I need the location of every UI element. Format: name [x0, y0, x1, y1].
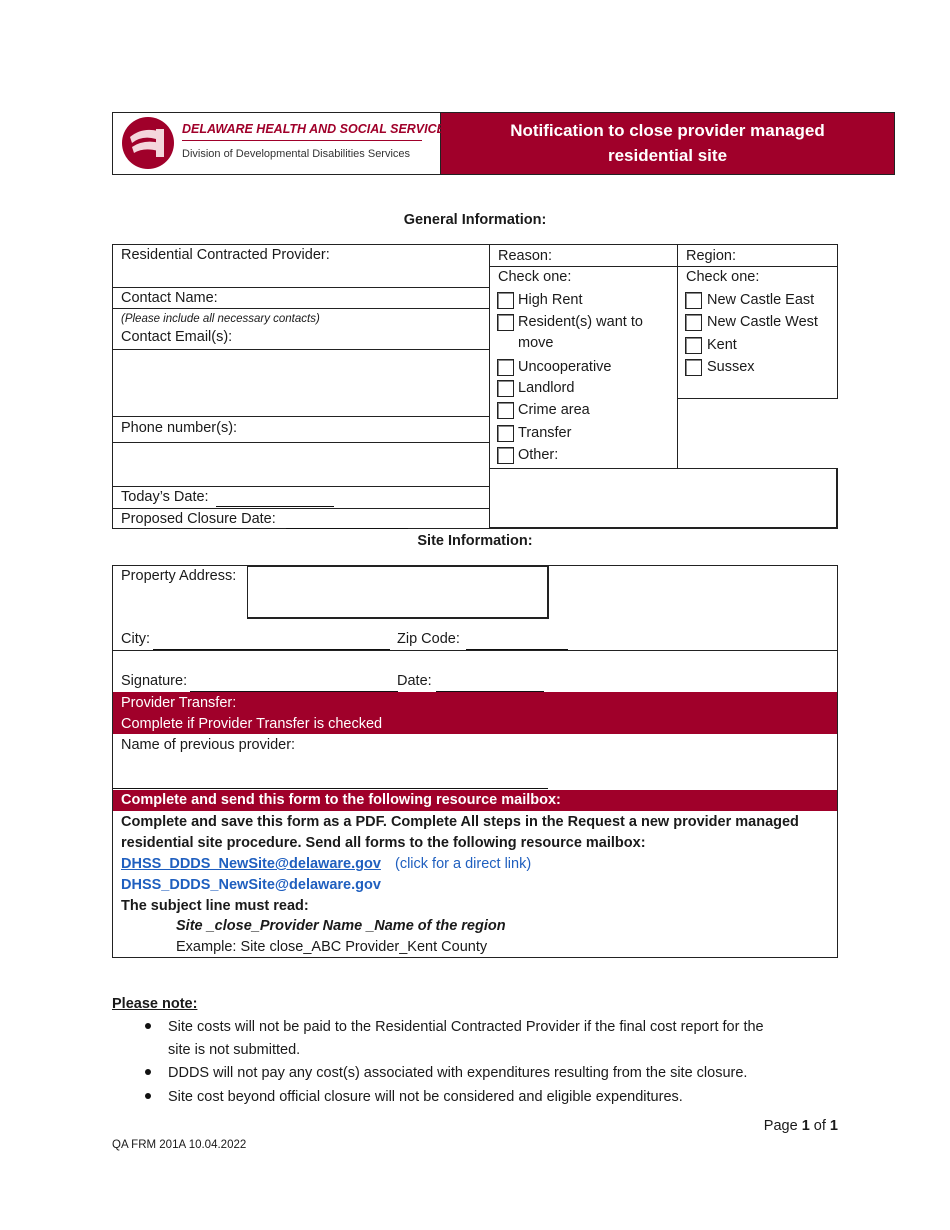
checkbox-sussex[interactable] — [685, 359, 702, 376]
checkbox-kent[interactable] — [685, 337, 702, 354]
reason-label: Reason: — [498, 248, 553, 264]
checkbox-uncooperative[interactable] — [497, 359, 514, 376]
region-kent: Kent — [707, 337, 737, 353]
reason-uncooperative: Uncooperative — [518, 359, 612, 375]
note-item-1: Site costs will not be paid to the Residential Contracted Provider if the final cost report for the — [168, 1019, 764, 1035]
previous-provider-input[interactable] — [113, 788, 548, 789]
form-title — [441, 118, 894, 168]
provider-transfer-title: Provider Transfer: — [121, 695, 237, 711]
reason-crime-area: Crime area — [518, 402, 590, 418]
reason-check-label: Check one: — [498, 269, 572, 285]
bullet-icon — [145, 1023, 151, 1029]
notes-heading: Please note: — [112, 996, 198, 1012]
org-name: DELAWARE HEALTH AND SOCIAL SERVICES — [182, 122, 454, 136]
subject-example: Example: Site close_ABC Provider_Kent County — [176, 939, 488, 955]
row-divider — [677, 266, 838, 267]
contact-email-label: Contact Email(s): — [121, 329, 233, 345]
reason-resident-move-cont: move — [518, 335, 554, 351]
city-label: City: — [121, 631, 150, 647]
row-divider — [112, 287, 490, 288]
page-prefix: Page — [763, 1118, 802, 1134]
form-title-line2: residential site — [607, 146, 728, 165]
reason-other: Other: — [518, 447, 559, 463]
row-divider — [489, 266, 678, 267]
region-new-castle-west: New Castle West — [707, 314, 818, 330]
region-check-label: Check one: — [686, 269, 760, 285]
phone-label: Phone number(s): — [121, 420, 238, 436]
todays-date-label: Today’s Date: — [121, 489, 209, 505]
checkbox-resident-move[interactable] — [497, 314, 514, 331]
bullet-icon — [145, 1093, 151, 1099]
previous-provider-label: Name of previous provider: — [121, 737, 296, 753]
region-new-castle-east: New Castle East — [707, 292, 815, 308]
closure-date-label: Proposed Closure Date: — [121, 511, 276, 527]
date-label: Date: — [397, 673, 432, 689]
provider-label: Residential Contracted Provider: — [121, 247, 330, 263]
subject-format: Site _close_Provider Name _Name of the region — [176, 918, 506, 934]
row-divider — [112, 416, 490, 417]
bullet-icon — [145, 1069, 151, 1075]
reason-high-rent: High Rent — [518, 292, 583, 308]
form-id: QA FRM 201A 10.04.2022 — [112, 1139, 247, 1151]
property-address-input[interactable] — [247, 566, 549, 619]
mailbox-email-2[interactable]: DHSS_DDDS_NewSite@delaware.gov — [121, 877, 381, 893]
zip-label: Zip Code: — [397, 631, 460, 647]
reason-transfer: Transfer — [518, 425, 572, 441]
checkbox-transfer[interactable] — [497, 425, 514, 442]
contact-name-input[interactable] — [230, 289, 488, 307]
property-address-label: Property Address: — [121, 568, 237, 584]
closure-date-input[interactable] — [286, 528, 408, 529]
region-sussex: Sussex — [707, 359, 755, 375]
division-name: Division of Developmental Disabilities Services — [182, 148, 411, 160]
checkbox-landlord[interactable] — [497, 380, 514, 397]
note-item-1-cont: site is not submitted. — [168, 1042, 301, 1058]
contacts-note: (Please include all necessary contacts) — [121, 313, 320, 325]
row-divider — [112, 308, 490, 309]
row-divider — [112, 508, 490, 509]
note-item-2: DDDS will not pay any cost(s) associated with expenditures resulting from the site closure. — [168, 1065, 748, 1081]
checkbox-new-castle-east[interactable] — [685, 292, 702, 309]
checkbox-new-castle-west[interactable] — [685, 314, 702, 331]
dhss-logo-icon — [120, 115, 180, 171]
checkbox-other[interactable] — [497, 447, 514, 464]
mailbox-instructions-2: residential site procedure. Send all forms to the following resource mailbox: — [121, 835, 646, 851]
contact-name-label: Contact Name: — [121, 290, 218, 306]
provider-transfer-note: Complete if Provider Transfer is checked — [121, 716, 383, 732]
site-heading: Site Information: — [417, 533, 533, 549]
checkbox-high-rent[interactable] — [497, 292, 514, 309]
contact-email-input[interactable] — [113, 350, 489, 415]
reason-landlord: Landlord — [518, 380, 575, 396]
row-divider — [112, 650, 838, 651]
subject-label: The subject line must read: — [121, 898, 309, 914]
other-reason-input[interactable] — [489, 468, 838, 529]
mailbox-instructions-1: Complete and save this form as a PDF. Complete All steps in the Request a new provider managed — [121, 814, 799, 830]
note-item-3: Site cost beyond official closure will not be considered and eligible expenditures. — [168, 1089, 683, 1105]
signature-label: Signature: — [121, 673, 188, 689]
mailbox-email-link[interactable]: DHSS_DDDS_NewSite@delaware.gov — [121, 856, 381, 872]
form-title-line1: Notification to close provider managed — [510, 121, 825, 140]
row-divider — [112, 486, 490, 487]
page-of: of — [809, 1118, 830, 1134]
phone-input[interactable] — [113, 443, 489, 485]
page-total: 1 — [829, 1118, 838, 1134]
todays-date-input[interactable] — [216, 506, 334, 507]
mailbox-bar-text: Complete and send this form to the following resource mailbox: — [121, 792, 561, 808]
reason-resident-move: Resident(s) want to — [518, 314, 643, 330]
provider-input[interactable] — [113, 266, 489, 286]
general-heading: General Information: — [403, 212, 547, 228]
logo-rule — [182, 140, 422, 141]
page-number — [764, 1117, 838, 1135]
page-current: 1 — [801, 1118, 810, 1134]
checkbox-crime-area[interactable] — [497, 402, 514, 419]
direct-link[interactable]: (click for a direct link) — [395, 856, 532, 872]
region-label: Region: — [686, 248, 736, 264]
